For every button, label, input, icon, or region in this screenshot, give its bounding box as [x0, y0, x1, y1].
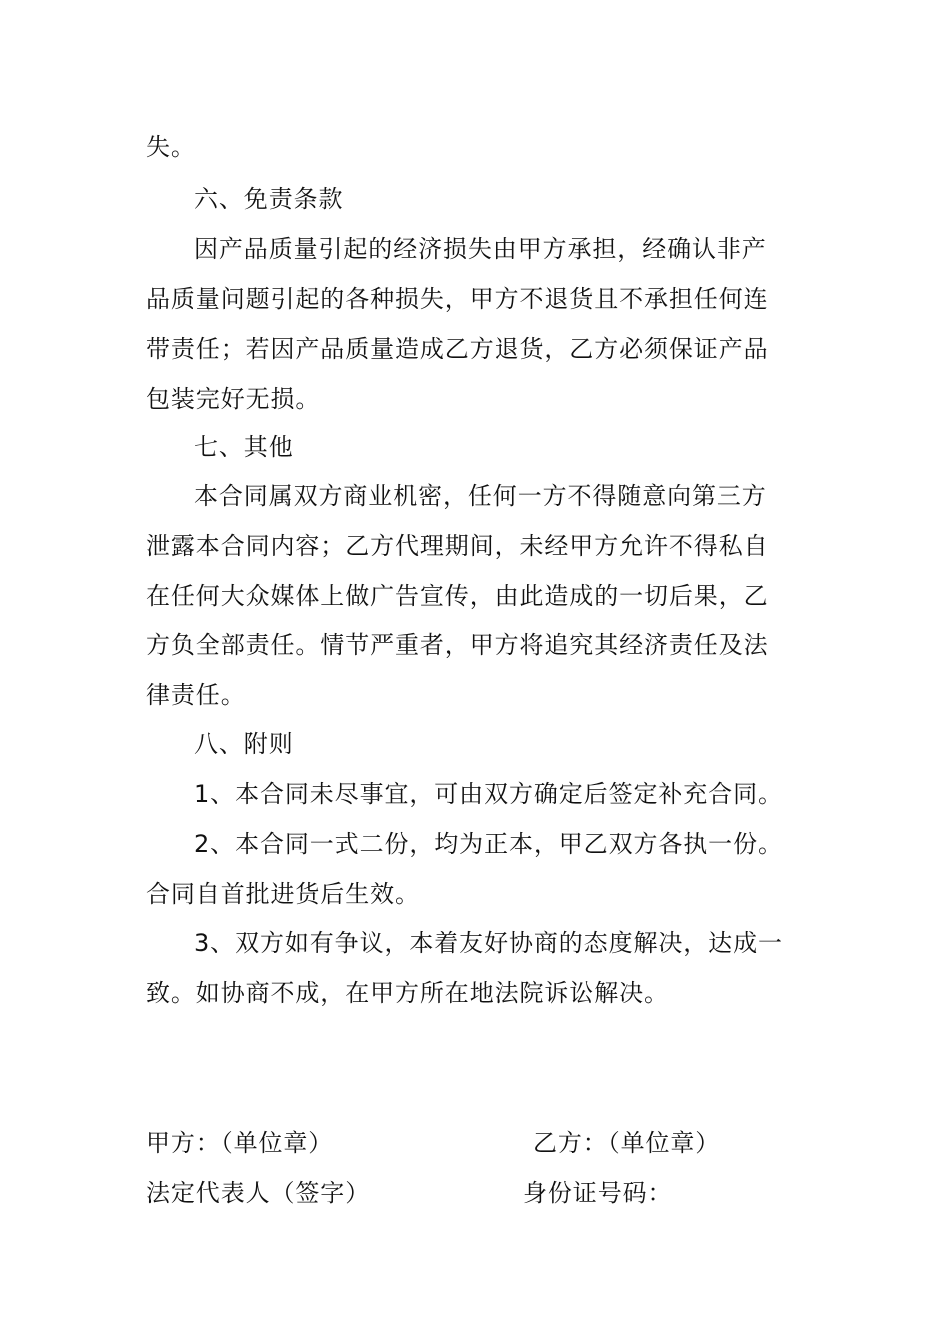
text-line: 在任何大众媒体上做广告宣传，由此造成的一切后果，乙 [146, 582, 769, 610]
text-line: 2、本合同一式二份，均为正本，甲乙双方各执一份。 [194, 830, 783, 858]
section-heading-7: 七、其他 [194, 433, 294, 461]
text-line: 方负全部责任。情节严重者，甲方将追究其经济责任及法 [146, 631, 769, 659]
text-line: 本合同属双方商业机密，任何一方不得随意向第三方 [194, 482, 767, 510]
text-line: 因产品质量引起的经济损失由甲方承担，经确认非产 [194, 235, 767, 263]
text-line: 律责任。 [146, 681, 246, 709]
id-number-label: 身份证号码： [523, 1179, 673, 1207]
text-line: 泄露本合同内容；乙方代理期间，未经甲方允许不得私自 [146, 532, 769, 560]
section-heading-6: 六、免责条款 [194, 185, 344, 213]
text-line: 合同自首批进货后生效。 [146, 880, 420, 908]
text-line: 致。如协商不成，在甲方所在地法院诉讼解决。 [146, 979, 669, 1007]
text-line: 3、双方如有争议，本着友好协商的态度解决，达成一 [194, 929, 783, 957]
legal-representative-label: 法定代表人（签字） [146, 1179, 371, 1207]
party-a-label: 甲方：（单位章） [146, 1129, 334, 1157]
text-line: 包装完好无损。 [146, 385, 321, 413]
text-line: 带责任；若因产品质量造成乙方退货，乙方必须保证产品 [146, 335, 769, 363]
text-line: 品质量问题引起的各种损失，甲方不退货且不承担任何连 [146, 285, 769, 313]
text-line: 1、本合同未尽事宜，可由双方确定后签定补充合同。 [194, 780, 783, 808]
section-heading-8: 八、附则 [194, 730, 294, 758]
text-line: 失。 [146, 133, 196, 161]
party-b-label: 乙方：（单位章） [533, 1129, 721, 1157]
